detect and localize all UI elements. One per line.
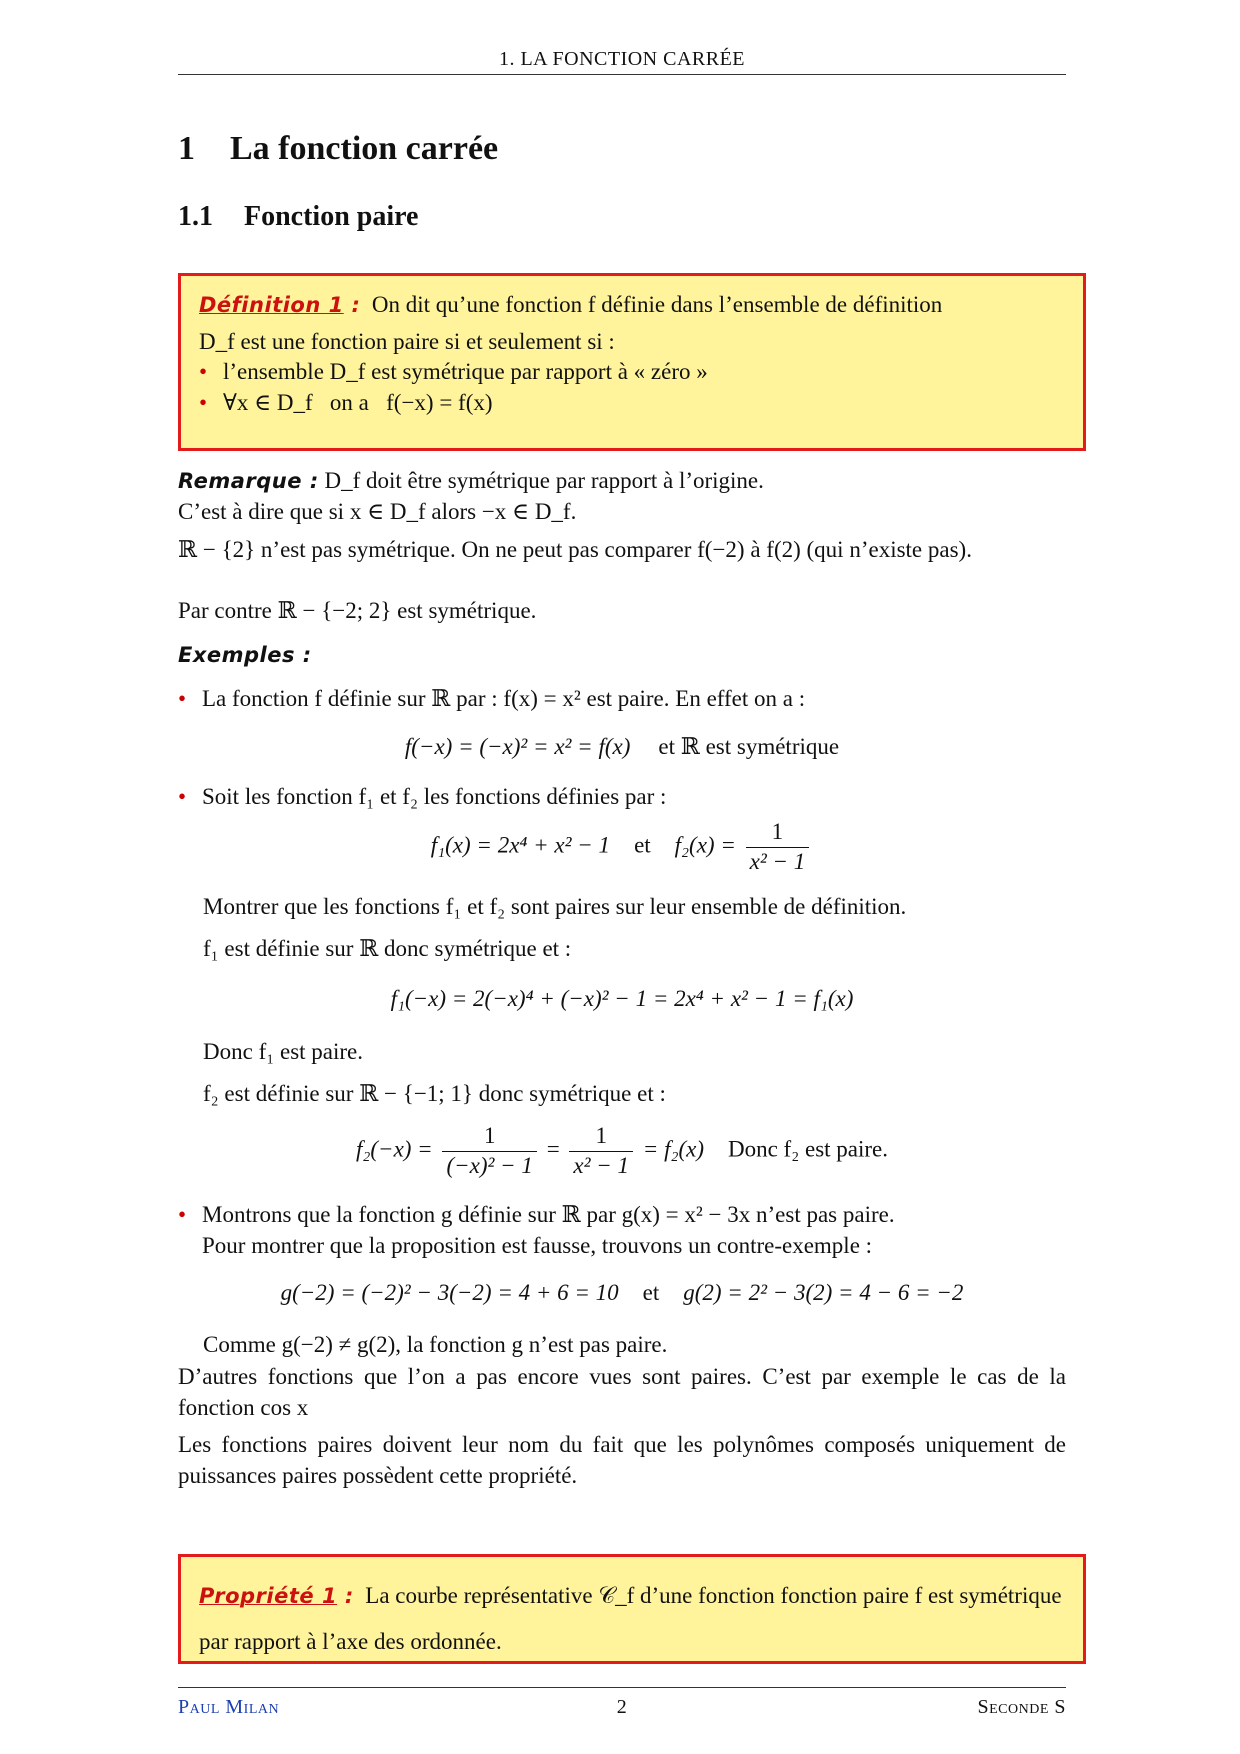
section-heading: [178, 126, 498, 171]
example-1-formula: f(−x) = (−x)² = x² = f(x) et ℝ est symétrique: [404, 734, 840, 759]
subsection-title: Fonction paire: [244, 201, 419, 232]
example-2-f1-conclusion: Donc f₁ est paire.: [203, 1039, 364, 1064]
remarque-line-2: C’est à dire que si x ∈ D_f alors −x ∈ D_f.: [178, 498, 577, 524]
example-2-f2-calc: f₂(−x) = $\frac{1}{\text{(−x)² − 1}}$ = $\frac{1}{\text{x² − 1}}$ = f₂(x) Donc f₂ est paire.: [356, 1123, 888, 1178]
example-2-f1-domain: f₁ est définie sur ℝ donc symétrique et :: [203, 936, 572, 961]
definition-bullet-1: • l’ensemble D_f est symétrique par rapport à « zéro »: [199, 359, 708, 385]
subsection-heading: [178, 198, 418, 235]
definition-bullet-2: • ∀x ∈ D_f on a f(−x) = f(x): [199, 389, 493, 415]
remarque-para-3: Par contre ℝ − {−2; 2} est symétrique.: [178, 598, 537, 623]
definition-line-2: D_f est une fonction paire si et seulement si :: [199, 328, 615, 354]
example-3: • Montrons que la fonction g définie sur ℝ par g(x) = x² − 3x n’est pas paire. Pour montrer que la proposition est fausse, trouvons un contre-exemple :: [178, 1202, 895, 1258]
example-2-intro: • Soit les fonction f₁ et f₂ les fonctions définies par :: [178, 784, 667, 809]
property-label: Propriété 1 :: [199, 1584, 354, 1608]
subsection-number: 1.1: [178, 201, 213, 232]
f2-fraction: $\frac{1}{\text{x² − 1}}$: [746, 818, 810, 877]
remarque-line-1: D_f doit être symétrique par rapport à l’origine.: [324, 468, 764, 493]
example-2-f2-domain: f₂ est définie sur ℝ − {−1; 1} donc symétrique et :: [203, 1081, 666, 1106]
example-3-conclusion: Comme g(−2) ≠ g(2), la fonction g n’est pas paire.: [203, 1332, 668, 1357]
definition-box: [178, 273, 1086, 451]
property-text: La courbe représentative 𝒞_f d’une fonction fonction paire f est symétrique par rapport à l’axe des ordonnée.: [199, 1583, 1062, 1654]
running-header: 1. LA FONCTION CARRÉE: [498, 48, 746, 70]
section-title: La fonction carrée: [230, 130, 499, 167]
paragraph-cos: D’autres fonctions que l’on a pas encore vues sont paires. C’est par exemple le cas de la fonction cos x: [178, 1364, 1066, 1420]
example-2-f1-calc: f₁(−x) = 2(−x)⁴ + (−x)² − 1 = 2x⁴ + x² − 1 = f₁(x): [390, 986, 854, 1011]
section-number: 1: [178, 130, 195, 167]
paragraph-polynomials: Les fonctions paires doivent leur nom du fait que les polynômes composés uniquement de puissances paires possèdent cette propriété.: [178, 1432, 1066, 1488]
remarque-para-2: ℝ − {2} n’est pas symétrique. On ne peut pas comparer f(−2) à f(2) (qui n’existe pas).: [178, 537, 972, 562]
footer-course: Seconde S: [977, 1696, 1066, 1718]
header-rule: [178, 74, 1066, 75]
example-2-definitions: f₁(x) = 2x⁴ + x² − 1 et f₂(x) = $\frac{1}{\text{x² − 1}}$: [178, 818, 1066, 877]
example-3-calc: g(−2) = (−2)² − 3(−2) = 4 + 6 = 10 et g(2) = 2² − 3(2) = 4 − 6 = −2: [280, 1280, 964, 1305]
remarque-label: Remarque :: [178, 469, 319, 493]
exemples-heading: Exemples :: [178, 643, 312, 667]
definition-line-1: On dit qu’une fonction f définie dans l’ensemble de définition: [371, 292, 943, 317]
remarque: [178, 466, 1066, 527]
footer-rule: [178, 1687, 1066, 1688]
definition-label: Définition 1 :: [199, 293, 361, 317]
footer-author: Paul Milan: [178, 1696, 280, 1718]
example-2-task: Montrer que les fonctions f₁ et f₂ sont paires sur leur ensemble de définition.: [203, 894, 907, 919]
example-1-text: • La fonction f définie sur ℝ par : f(x) = x² est paire. En effet on a :: [178, 686, 806, 711]
property-box: [178, 1554, 1086, 1664]
page-number: 2: [616, 1696, 628, 1718]
